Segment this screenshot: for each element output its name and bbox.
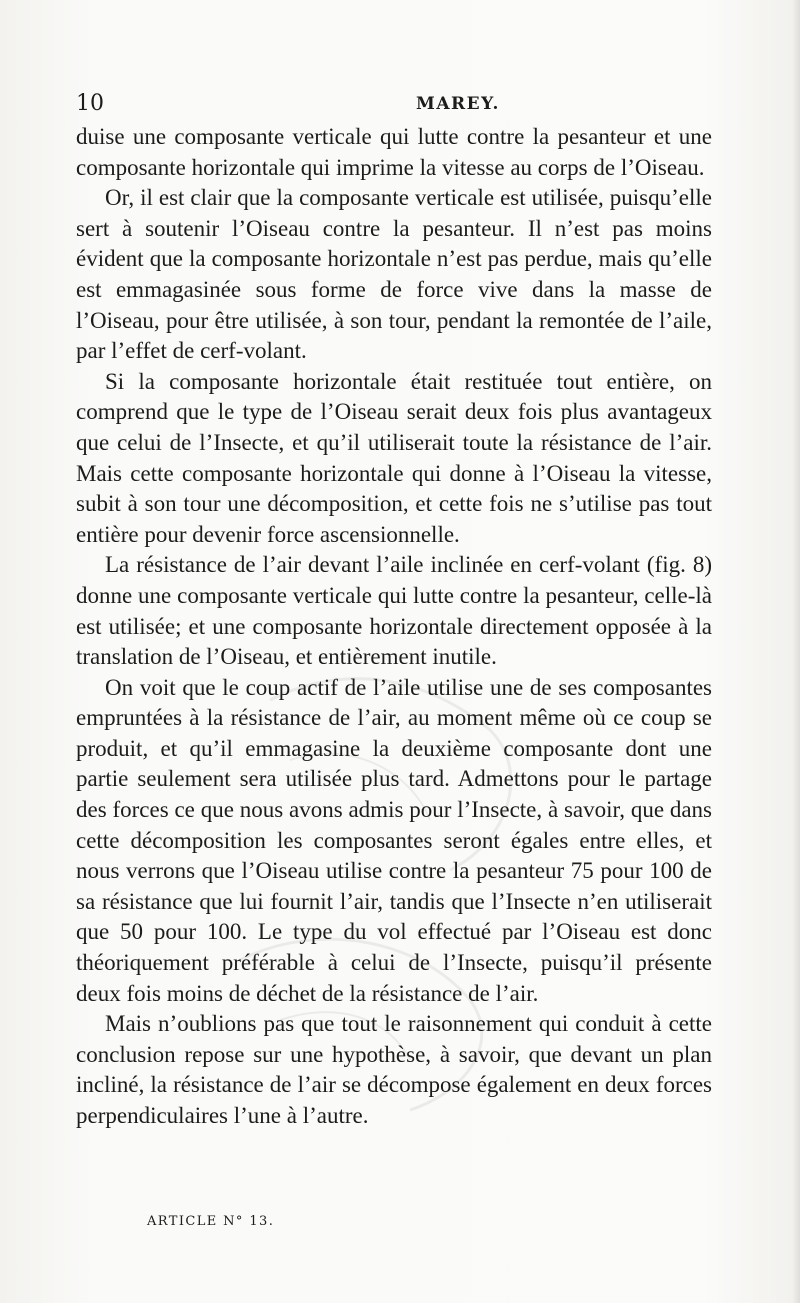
paragraph: Mais n’oublions pas que tout le raisonnement qui conduit à cette conclusion repose sur une hypothèse, à savoir, que devant un plan incliné, la résistance de l’air se décompose également en deux forces perpendiculaires l’une à l’autre. <box>76 1011 712 1128</box>
paragraph: Or, il est clair que la composante verticale est utilisée, puisqu’elle sert à soutenir l’Oiseau contre la pesanteur. Il n’est pas moins évident que la composante horizontale n’est pas perdue, mais qu’elle est emmagasinée sous forme de force vive dans la masse de l’Oiseau, pour être utilisée, à son tour, pendant la remontée de l’aile, par l’effet de cerf-volant. <box>76 185 712 364</box>
body-text <box>76 122 712 1132</box>
paragraph: La résistance de l’air devant l’aile inclinée en cerf-volant (fig. 8) donne une composante verticale qui lutte contre la pesanteur, celle-là est utilisée; et une composante horizontale directement opposée à la translation de l’Oiseau, et entièrement inutile. <box>76 552 712 670</box>
page-number: 10 <box>76 91 104 116</box>
running-head-title: MAREY. <box>416 94 500 114</box>
page-edge-shadow <box>792 0 800 1303</box>
running-header <box>76 90 716 120</box>
paragraph: On voit que le coup actif de l’aile utilise une de ses composantes empruntées à la résistance de l’air, au moment même où ce coup se produit, et qu’il emmagasine la deuxième composante dont une partie seulement sera utilisée plus tard. Admettons pour le partage des forces ce que nous avons admis pour l’Insecte, à savoir, que dans cette décomposition les composantes seront égales entre elles, et nous verrons que l’Oiseau utilise contre la pesanteur 75 pour 100 de sa résistance que lui fournit l’air, tandis que l’Insecte n’en utiliserait que 50 pour 100. Le type du vol effectué par l’Oiseau est donc théoriquement préférable à celui de l’Insecte, puisqu’il présente deux fois moins de déchet de la résistance de l’air. <box>76 674 712 1006</box>
signature-mark: ARTICLE N° 13. <box>147 1214 275 1229</box>
paragraph: duise une composante verticale qui lutte contre la pesanteur et une composante horizontale qui imprime la vitesse au corps de l’Oiseau. <box>76 124 712 180</box>
paragraph: Si la composante horizontale était restituée tout entière, on comprend que le type de l’Oiseau serait deux fois plus avantageux que celui de l’Insecte, et qu’il utiliserait toute la résistance de l’air. Mais cette composante horizontale qui donne à l’Oiseau la vitesse, subit à son tour une décomposition, et cette fois ne s’utilise pas tout entière pour devenir force ascensionnelle. <box>76 368 712 547</box>
